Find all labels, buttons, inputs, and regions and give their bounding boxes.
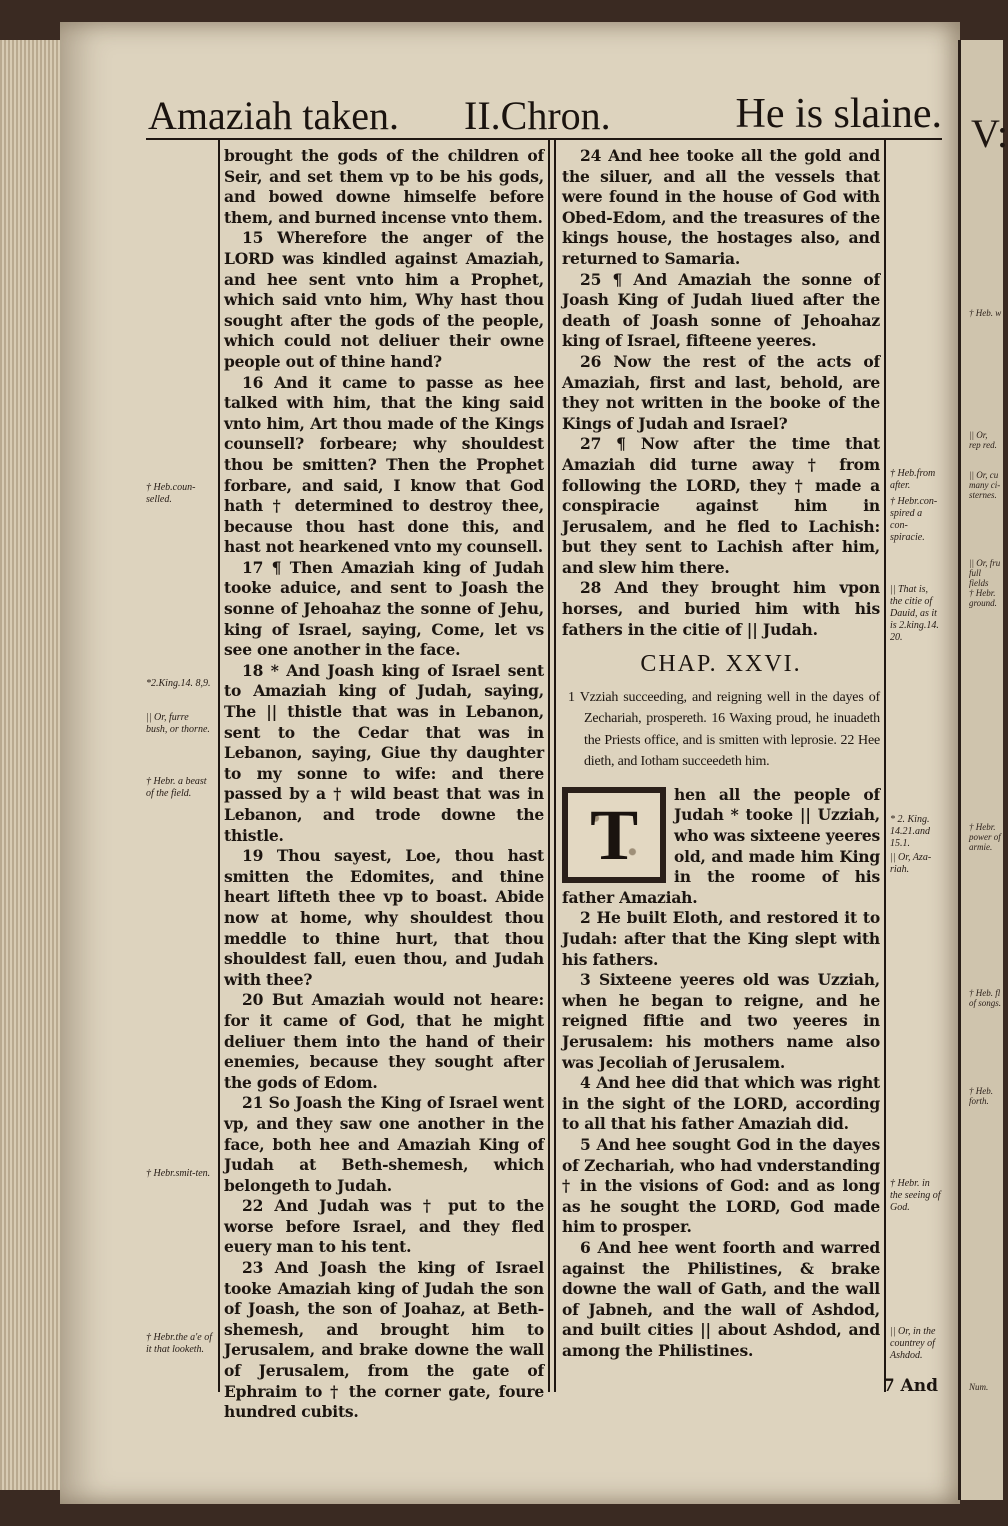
verse-text: 2 He built Eloth, and restored it to Judah: after that the King slept with his fathers. bbox=[562, 908, 880, 969]
margin-note: *2.King.14. 8,9. bbox=[146, 678, 211, 689]
verse-text: 19 Thou sayest, Loe, thou hast smitten the Edomites, and thine heart lifteth thee vp to boast. Abide now at home, why shouldest thou meddle to thine hurt, that thou shouldest fall, euen thou, and Judah with thee? bbox=[224, 846, 544, 989]
verse-text: 15 Wherefore the anger of the LORD was kindled against Amaziah, and hee sent vnto him a Prophet, which said vnto him, Why hast thou sought after the gods of the people, which could not deliuer their owne people out of thine hand? bbox=[224, 228, 544, 371]
running-head-left: Amaziah taken. bbox=[148, 93, 399, 138]
verse-text: 26 Now the rest of the acts of Amaziah, first and last, behold, are they not written in the booke of the Kings of Judah and Israel? bbox=[562, 351, 880, 433]
running-head-right: He is slaine. bbox=[735, 91, 942, 137]
column-rule bbox=[218, 140, 220, 1392]
verse-text: 21 So Joash the King of Israel went vp, and they saw one another in the face, both hee and Amaziah King of Judah at Beth-shemesh, which belongeth to Judah. bbox=[224, 1093, 544, 1195]
facing-note: || Or, rep red. bbox=[969, 430, 997, 450]
chapter-summary: 1 Vzziah succeeding, and reigning well in the dayes of Zechariah, prospereth. 16 Waxing proud, he inuadeth the Priests office, and is smitten with leprosie. 22 Hee dieth, and Iotham succeedeth him. bbox=[568, 689, 880, 770]
verse-text: 18 * And Joash king of Israel sent to Amaziah king of Judah, saying, The || thistle that was in Lebanon, sent to the Cedar that was in Lebanon, saying, Giue thy daughter to my sonne to wife: and there passed by a † wild beast that was in Lebanon, and trode downe the thistle. bbox=[224, 660, 544, 845]
margin-note: † Hebr. a beast of the field. bbox=[146, 776, 207, 799]
margin-note: † Hebr.the a'e of it that looketh. bbox=[146, 1332, 213, 1355]
verse-text: 24 And hee tooke all the gold and the siluer, and all the vessels that were found in the house of God with Obed-Edom, and the treasures of the kings house, the hostages also, and returned to Samaria. bbox=[562, 146, 880, 268]
text-frame bbox=[146, 140, 942, 1422]
drop-cap-ornament bbox=[562, 787, 666, 883]
verse-text: 3 Sixteene yeeres old was Uzziah, when he began to reigne, and he reigned fiftie and two yeeres in Jerusalem: his mothers name also was Jecoliah of Jerusalem. bbox=[562, 970, 880, 1072]
facing-note: † Heb. fl of songs. bbox=[969, 988, 1002, 1008]
left-column bbox=[224, 146, 544, 1423]
margin-note: † Hebr. in the seeing of God. bbox=[890, 1178, 941, 1213]
verse-text: 25 ¶ And Amaziah the sonne of Joash King of Judah liued after the death of Joash sonne of Jehoahaz king of Israel, fifteene yeeres. bbox=[562, 269, 880, 351]
catchword: 7 And bbox=[882, 1376, 938, 1396]
margin-note: || Or, Aza-riah. bbox=[890, 852, 932, 875]
verse-text: 27 ¶ Now after the time that Amaziah did turne away † from following the LORD, they † made a conspiracie against him in Jerusalem, and he fled to Lachish: but they sent to Lachish after him, and slew him there. bbox=[562, 434, 880, 577]
verse-text: 5 And hee sought God in the dayes of Zechariah, who had vnderstanding † in the visions of God: and as long as he sought the LORD, God made him to prosper. bbox=[562, 1134, 880, 1237]
verse-text: 20 But Amaziah would not heare: for it came of God, that he might deliuer them into the hand of their enemies, because they sought after the gods of Edom. bbox=[224, 990, 544, 1092]
facing-note: † Hebr. power of armie. bbox=[969, 822, 1001, 852]
drop-cap-letter: T bbox=[590, 794, 638, 875]
chapter-heading: CHAP. XXVI. bbox=[640, 651, 802, 678]
column-rule bbox=[548, 140, 550, 1392]
verse-text: 28 And they brought him vpon horses, and buried him with his fathers in the citie of || Judah. bbox=[562, 578, 880, 639]
margin-note: † Heb.from after. bbox=[890, 468, 936, 491]
margin-note: * 2. King. 14.21.and 15.1. bbox=[890, 814, 930, 849]
right-column bbox=[562, 146, 880, 1361]
facing-note: Num. bbox=[969, 1382, 989, 1392]
running-head-center: II.Chron. bbox=[464, 93, 611, 138]
margin-note: † Heb.coun-selled. bbox=[146, 482, 196, 505]
verse-text: 23 And Joash the king of Israel tooke Amaziah king of Judah the son of Joash, the son of Joahaz, at Beth-shemesh, and brought him to Jerusalem, and brake downe the wall of Jerusalem, from the gate of Ephraim to † the corner gate, foure hundred cubits. bbox=[224, 1258, 544, 1422]
facing-note: || Or, fru full fields bbox=[969, 558, 1001, 588]
margin-note: || That is, the citie of Dauid, as it is 2.king.14. 20. bbox=[890, 584, 939, 643]
facing-note: || Or, cu many ci-sternes. bbox=[969, 470, 1001, 500]
column-rule bbox=[554, 140, 556, 1392]
facing-note: † Heb. w bbox=[969, 308, 1002, 318]
verse-text: hen all the people of Judah * tooke || Uzziah, who was sixteene yeeres old, and made him King in the roome of his father Amaziah. bbox=[562, 784, 881, 907]
margin-note: † Hebr.smit-ten. bbox=[146, 1168, 211, 1179]
verse-text: 6 And hee went foorth and warred against the Philistines, & brake downe the wall of Gath, and the wall of Jabneh, and the wall of Ashdod, and built cities || about Ashdod, and among the Philistines. bbox=[562, 1237, 880, 1360]
margin-note: || Or, in the countrey of Ashdod. bbox=[890, 1326, 936, 1361]
drop-cap-frame bbox=[566, 791, 662, 879]
margin-note: † Hebr.con-spired a con-spiracie. bbox=[890, 496, 938, 543]
verse-text: 22 And Judah was † put to the worse before Israel, and they fled euery man to his tent. bbox=[224, 1196, 544, 1257]
column-rule bbox=[884, 140, 886, 1392]
running-head bbox=[146, 88, 942, 140]
verse-text: 4 And hee did that which was right in the sight of the LORD, according to all that his father Amaziah did. bbox=[562, 1073, 880, 1134]
verse-text: brought the gods of the children of Seir, and set them vp to be his gods, and bowed downe himselfe before them, and burned incense vnto them. bbox=[224, 146, 544, 227]
facing-page-head: V: bbox=[971, 111, 1008, 156]
margin-note: || Or, furre bush, or thorne. bbox=[146, 712, 210, 735]
facing-note: † Heb. forth. bbox=[969, 1086, 993, 1106]
verse-text: 17 ¶ Then Amaziah king of Judah tooke aduice, and sent to Joash the sonne of Jehoahaz the sonne of Jehu, king of Israel, saying, Come, let vs see one another in the face. bbox=[224, 557, 544, 660]
verse-text: 16 And it came to passe as hee talked with him, that the king said vnto him, Art thou made of the Kings counsell? forbeare; why shouldest thou be smitten? Then the Prophet forbare, and said, I know that God hath † determined to destroy thee, because thou hast done this, and hast not hearkened vnto my counsell. bbox=[224, 372, 544, 557]
chapter-opening bbox=[562, 785, 880, 909]
facing-page bbox=[958, 40, 1008, 1500]
facing-note: † Hebr. ground. bbox=[969, 588, 997, 608]
